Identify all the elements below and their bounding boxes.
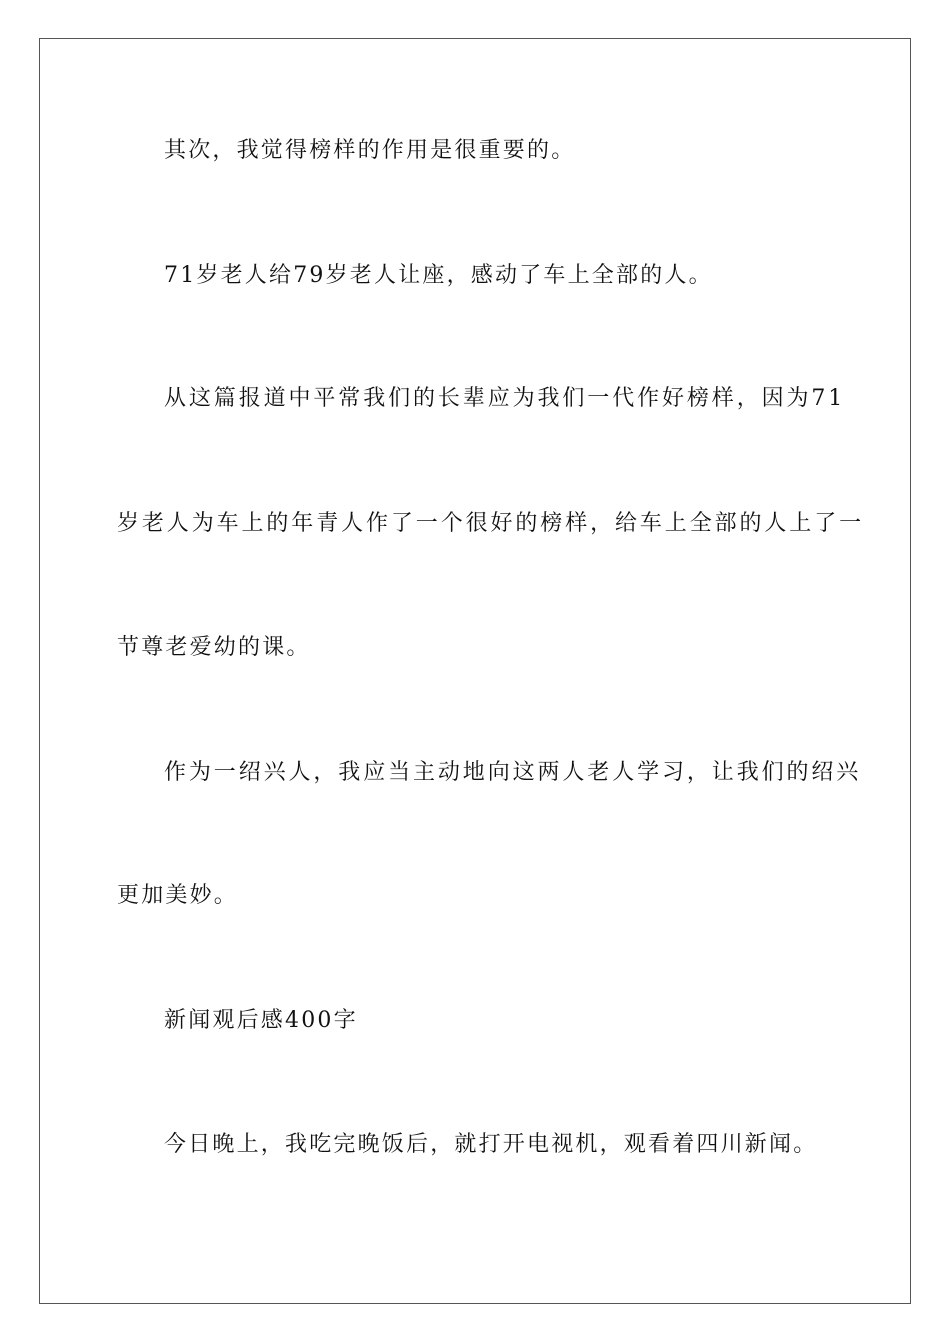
paragraph-line: 今日晚上，我吃完晚饭后，就打开电视机，观看着四川新闻。 [164, 1132, 818, 1157]
paragraph-line: 岁老人为车上的年青人作了一个很好的榜样，给车上全部的人上了一 [117, 511, 865, 536]
paragraph-line: 其次，我觉得榜样的作用是很重要的。 [164, 138, 576, 163]
section-title: 新闻观后感400字 [164, 1008, 358, 1033]
page-border [39, 38, 911, 1304]
paragraph-line: 更加美妙。 [117, 883, 239, 908]
paragraph-line: 71岁老人给79岁老人让座，感动了车上全部的人。 [164, 263, 713, 288]
paragraph-line: 作为一绍兴人，我应当主动地向这两人老人学习，让我们的绍兴 [164, 760, 862, 785]
paragraph-line: 节尊老爱幼的课。 [117, 635, 311, 660]
paragraph-line: 从这篇报道中平常我们的长辈应为我们一代作好榜样，因为71 [164, 386, 846, 411]
